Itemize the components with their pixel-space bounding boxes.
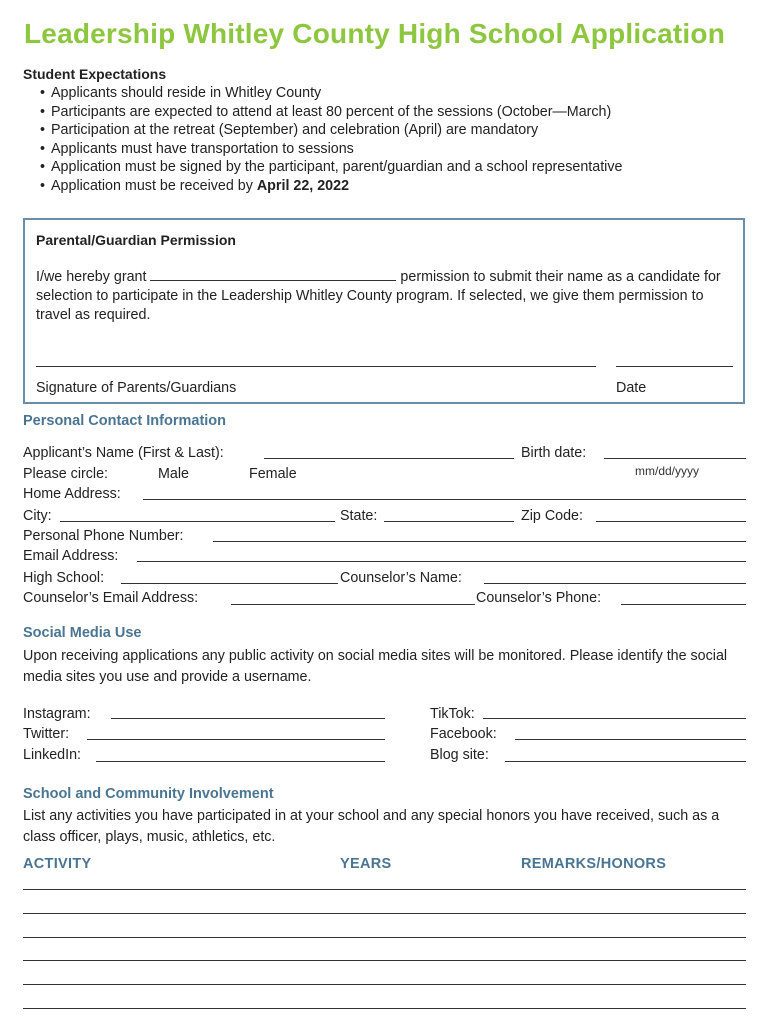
date-format-hint: mm/dd/yyyy — [635, 464, 700, 478]
birth-date-field[interactable] — [604, 458, 746, 459]
blog-label: Blog site: — [430, 747, 489, 763]
facebook-label: Facebook: — [430, 726, 497, 742]
social-heading: Social Media Use — [23, 625, 142, 641]
counselor-email-label: Counselor’s Email Address: — [23, 590, 199, 606]
counselor-email-field[interactable] — [231, 604, 475, 605]
zip-label: Zip Code: — [521, 508, 583, 524]
activity-row-line[interactable] — [23, 913, 746, 914]
expectation-item: • Application must be signed by the participant, parent/guardian and a school representative — [40, 158, 622, 177]
contact-heading: Personal Contact Information — [23, 413, 227, 429]
signature-date-field[interactable] — [616, 366, 733, 367]
applicant-name-label: Applicant’s Name (First & Last): — [23, 445, 224, 461]
expectations-heading: Student Expectations — [23, 66, 167, 82]
expectation-item: • Applicants should reside in Whitley County — [40, 84, 622, 103]
involvement-heading: School and Community Involvement — [23, 786, 274, 802]
tiktok-field[interactable] — [483, 718, 746, 719]
expectation-item: • Applicants must have transportation to sessions — [40, 140, 622, 159]
signature-label: Signature of Parents/Guardians — [36, 380, 237, 396]
twitter-label: Twitter: — [23, 726, 70, 742]
date-label: Date — [616, 380, 647, 396]
please-circle-label: Please circle: — [23, 466, 109, 482]
twitter-field[interactable] — [87, 739, 385, 740]
phone-field[interactable] — [213, 541, 746, 542]
state-field[interactable] — [384, 521, 514, 522]
linkedin-label: LinkedIn: — [23, 747, 82, 763]
high-school-label: High School: — [23, 570, 105, 586]
activity-column-header: ACTIVITY — [23, 856, 92, 872]
city-label: City: — [23, 508, 52, 524]
permission-text-before: I/we hereby grant — [36, 269, 151, 285]
gender-male-option[interactable]: Male — [158, 466, 189, 482]
expectation-item: • Participants are expected to attend at least 80 percent of the sessions (October—March) — [40, 103, 622, 122]
permission-text-after: permission to submit their name as a candidate for selection to participate in the Leadership Whitley County program. If selected, we give them permission to travel as required. — [36, 269, 721, 323]
expectation-item: • Participation at the retreat (September) and celebration (April) are mandatory — [40, 121, 622, 140]
gender-female-option[interactable]: Female — [249, 466, 297, 482]
years-column-header: YEARS — [340, 856, 392, 872]
facebook-field[interactable] — [515, 739, 746, 740]
permission-text — [36, 268, 736, 325]
permission-box — [23, 218, 745, 404]
phone-label: Personal Phone Number: — [23, 528, 184, 544]
counselor-name-field[interactable] — [484, 583, 746, 584]
activity-row-line[interactable] — [23, 1008, 746, 1009]
state-label: State: — [340, 508, 378, 524]
expectation-item-deadline — [40, 177, 622, 196]
activity-row-line[interactable] — [23, 984, 746, 985]
counselor-phone-label: Counselor’s Phone: — [476, 590, 602, 606]
email-field[interactable] — [137, 561, 746, 562]
instagram-field[interactable] — [111, 718, 385, 719]
social-description: Upon receiving applications any public activity on social media sites will be monitored. Please identify the social media sites you use and provide a username. — [23, 648, 728, 685]
involvement-description: List any activities you have participated in at your school and any special honors you have received, such as a class officer, plays, music, athletics, etc. — [23, 808, 720, 845]
activity-row-line[interactable] — [23, 960, 746, 961]
high-school-field[interactable] — [121, 583, 338, 584]
page-title: Leadership Whitley County High School Application — [24, 18, 726, 49]
activity-row-line[interactable] — [23, 937, 746, 938]
permission-heading: Parental/Guardian Permission — [36, 232, 236, 248]
applicant-name-field[interactable] — [264, 458, 514, 459]
linkedin-field[interactable] — [96, 761, 385, 762]
home-address-field[interactable] — [143, 499, 746, 500]
signature-field[interactable] — [36, 366, 596, 367]
deadline-prefix: Application must be received by — [51, 177, 257, 194]
activity-row-line[interactable] — [23, 889, 746, 890]
instagram-label: Instagram: — [23, 706, 91, 722]
remarks-column-header: REMARKS/HONORS — [521, 856, 667, 872]
zip-field[interactable] — [596, 521, 746, 522]
grant-name-field[interactable] — [150, 268, 396, 281]
city-field[interactable] — [60, 521, 335, 522]
counselor-phone-field[interactable] — [621, 604, 746, 605]
expectations-list — [40, 84, 622, 196]
deadline-date: April 22, 2022 — [256, 177, 350, 194]
counselor-name-label: Counselor’s Name: — [340, 570, 462, 586]
email-label: Email Address: — [23, 548, 119, 564]
birth-date-label: Birth date: — [521, 445, 587, 461]
home-address-label: Home Address: — [23, 486, 121, 502]
tiktok-label: TikTok: — [430, 706, 475, 722]
blog-field[interactable] — [505, 761, 746, 762]
